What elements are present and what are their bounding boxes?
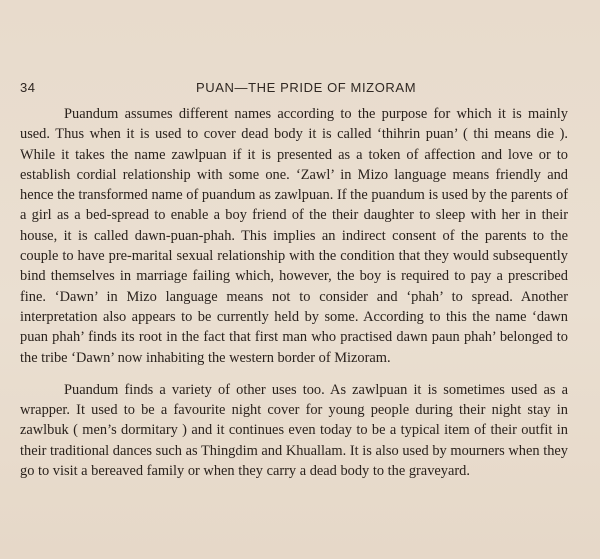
paragraph-1: Puandum assumes different names according to the purpose for which it is mainly used. Thus when it is used to cover dead body it is called ‘thihrin puan’ ( thi means die ). While it takes the name zawlpuan if it is presented as a token of affection and love or to establish cordial relationship with some one. ‘Zawl’ in Mizo language means friendly and hence the transformed name of puandum as zawlpuan. If the puandum is used by the parents of a girl as a bed-spread to enable a boy friend of the their daughter to sleep with her in their house, it is called dawn-puan-phah. This implies an indirect consent of the parents to the couple to have pre-marital sexual relationship with the condition that they would subsequently bind themselves in marriage failing which, however, the boy is required to pay a prescribed fine. ‘Dawn’ in Mizo language means not to consider and ‘phah’ to spread. Another interpretation also appears to be currently held by some. According to this the name ‘dawn puan phah’ finds its root in the fact that first man who practised dawn paun phah’ belonged to the tribe ‘Dawn’ now inhabiting the western border of Mizoram.: [20, 106, 568, 366]
page-number: 34: [20, 80, 36, 95]
paragraph-2: Puandum finds a variety of other uses too. As zawlpuan it is sometimes used as a wrapper. It used to be a favourite night cover for young people during their night stay in zawlbuk ( men’s dormitary ) and it continues even today to be a typical item of their outfit in their traditional dances such as Thingdim and Khuallam. It is also used by mourners when they go to visit a bereaved family or when they carry a dead body to the graveyard.: [20, 381, 568, 480]
page-header: [20, 80, 580, 100]
running-title: PUAN—THE PRIDE OF MIZORAM: [196, 80, 417, 95]
body-text: [20, 104, 568, 481]
